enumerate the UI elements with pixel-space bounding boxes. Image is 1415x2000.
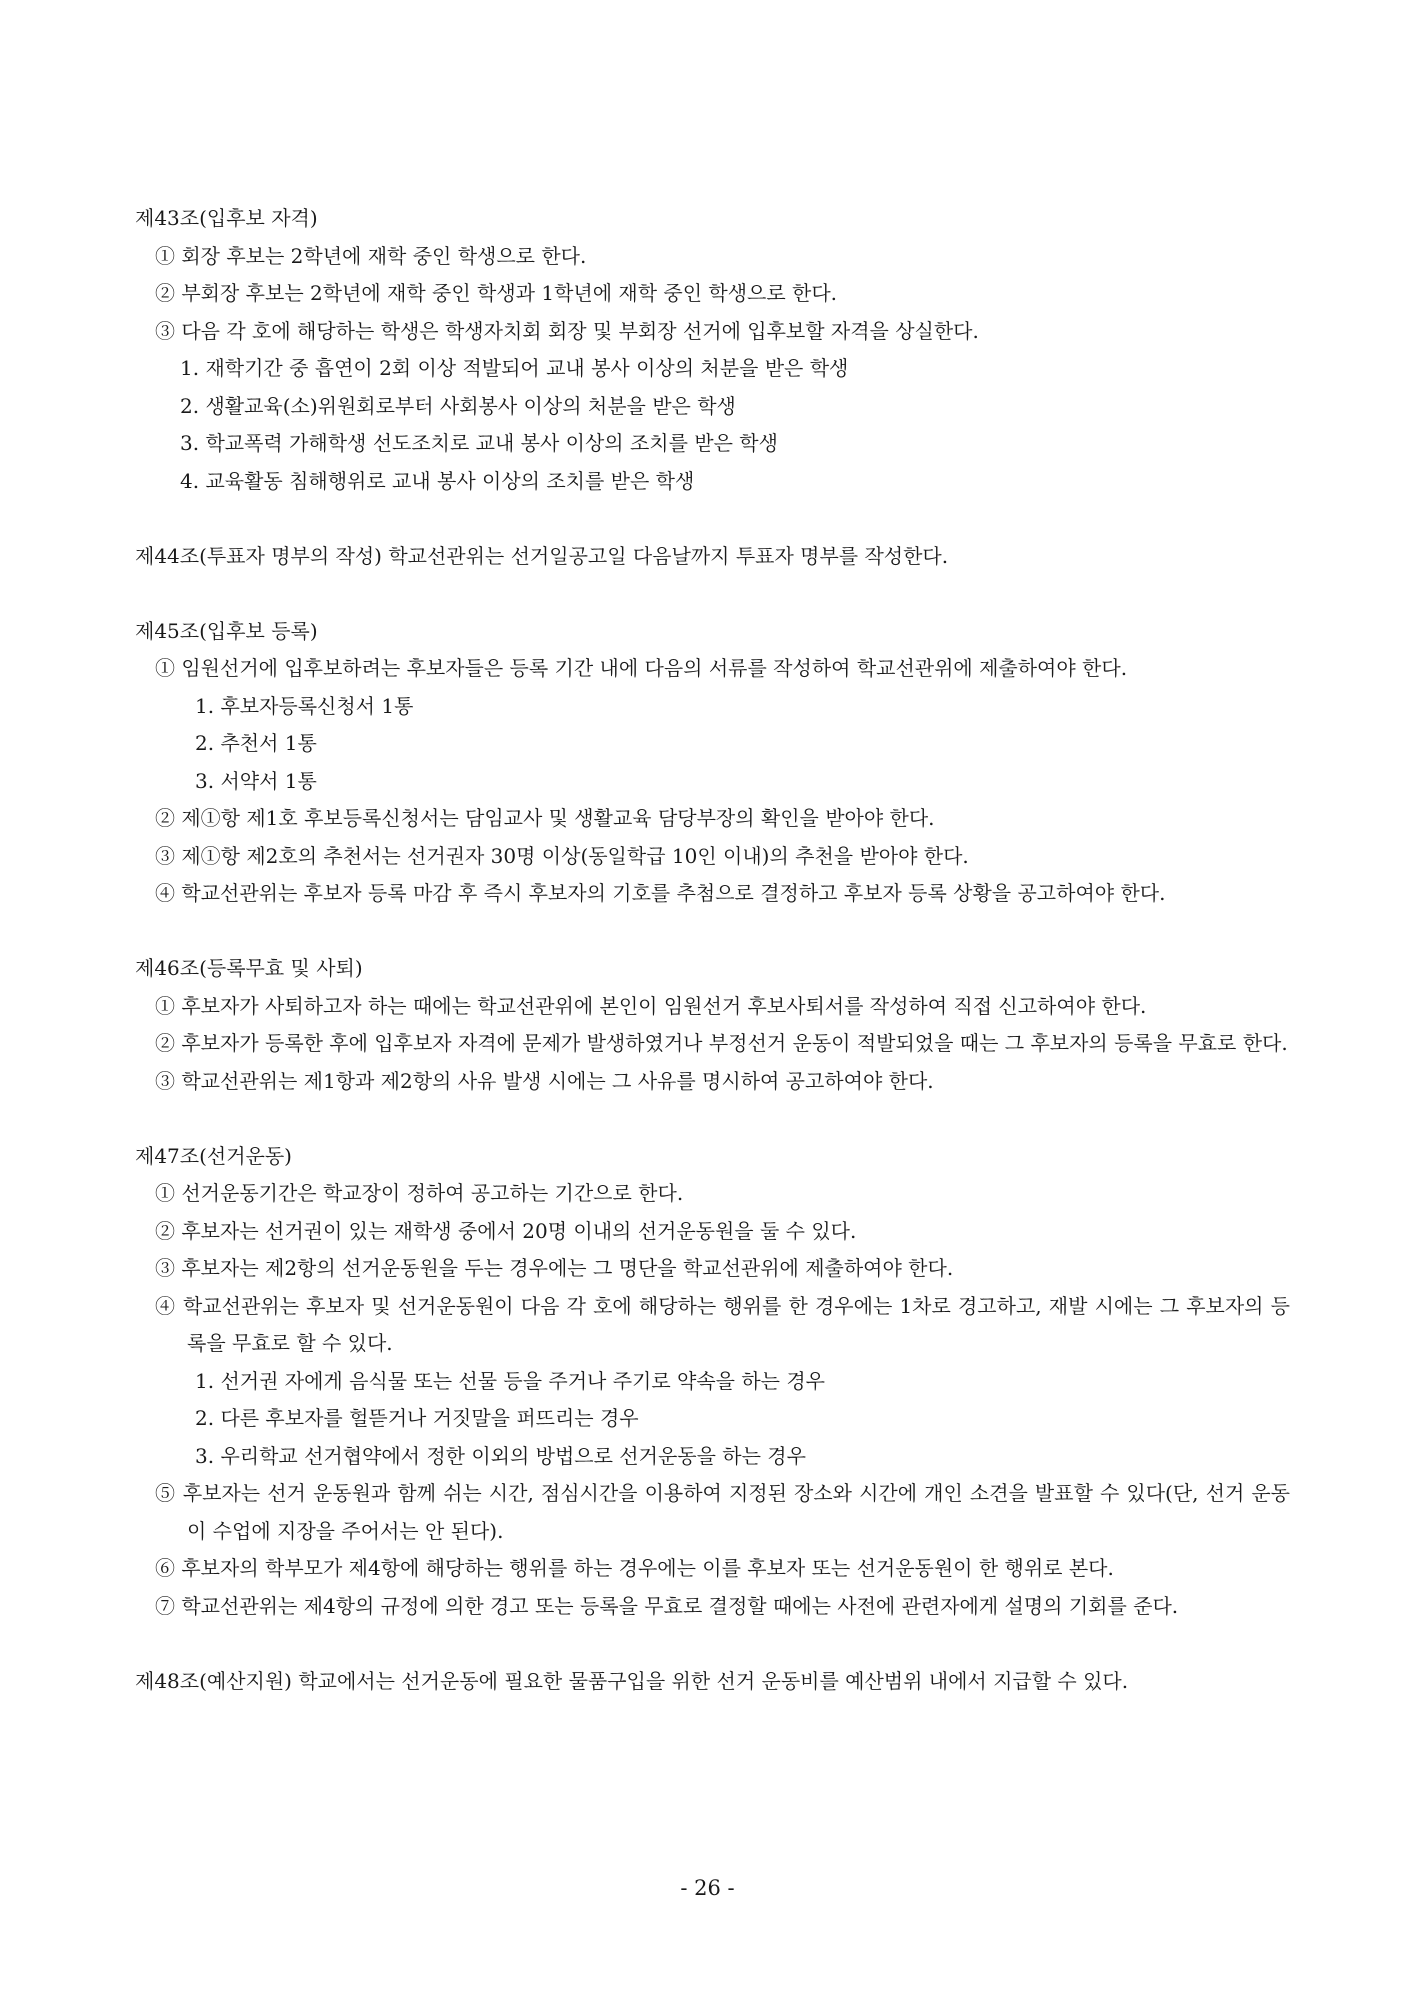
paragraph-list	[135, 800, 1290, 913]
list-item: 4. 교육활동 침해행위로 교내 봉사 이상의 조치를 받은 학생	[180, 468, 695, 493]
article-text: 제44조(투표자 명부의 작성) 학교선관위는 선거일공고일 다음날까지 투표자 명부를 작성한다.	[135, 543, 949, 568]
paragraph-list	[135, 988, 1290, 1101]
list-item: 3. 학교폭력 가해학생 선도조치로 교내 봉사 이상의 조치를 받은 학생	[180, 431, 778, 455]
article-heading: 제46조(등록무효 및 사퇴)	[135, 956, 363, 980]
article-text: 제48조(예산지원) 학교에서는 선거운동에 필요한 물품구입을 위한 선거 운동비를 예산범위 내에서 지급할 수 있다.	[135, 1668, 1129, 1693]
paragraph: ③ 후보자는 제2항의 선거운동원을 두는 경우에는 그 명단을 학교선관위에 제출하여야 한다.	[155, 1256, 954, 1280]
article-43	[135, 200, 1290, 500]
list-item: 3. 서약서 1통	[195, 768, 317, 793]
paragraph-list	[135, 1475, 1290, 1625]
article-heading: 제43조(입후보 자격)	[135, 206, 318, 230]
paragraph-list	[135, 650, 1290, 688]
article-heading: 제45조(입후보 등록)	[135, 618, 318, 643]
document-body	[135, 200, 1290, 1700]
article-47	[135, 1138, 1290, 1626]
paragraph: ① 후보자가 사퇴하고자 하는 때에는 학교선관위에 본인이 임원선거 후보사퇴서를 작성하여 직접 신고하여야 한다.	[155, 993, 1147, 1018]
paragraph: ④ 학교선관위는 후보자 등록 마감 후 즉시 후보자의 기호를 추첨으로 결정하고 후보자 등록 상황을 공고하여야 한다.	[155, 881, 1166, 905]
item-list	[135, 350, 1290, 500]
paragraph: ② 후보자가 등록한 후에 입후보자 자격에 문제가 발생하였거나 부정선거 운동이 적발되었을 때는 그 후보자의 등록을 무효로 한다.	[155, 1031, 1288, 1055]
item-list	[135, 1363, 1290, 1476]
paragraph: ⑦ 학교선관위는 제4항의 규정에 의한 경고 또는 등록을 무효로 결정할 때에는 사전에 관련자에게 설명의 기회를 준다.	[155, 1593, 1179, 1618]
list-item: 2. 다른 후보자를 헐뜯거나 거짓말을 퍼뜨리는 경우	[195, 1406, 639, 1430]
list-item: 2. 추천서 1통	[195, 731, 317, 755]
paragraph: ③ 제①항 제2호의 추천서는 선거권자 30명 이상(동일학급 10인 이내)의 추천을 받아야 한다.	[155, 843, 969, 868]
paragraph: ③ 학교선관위는 제1항과 제2항의 사유 발생 시에는 그 사유를 명시하여 공고하여야 한다.	[155, 1068, 934, 1093]
paragraph: ① 회장 후보는 2학년에 재학 중인 학생으로 한다.	[155, 243, 587, 268]
article-heading: 제47조(선거운동)	[135, 1143, 292, 1168]
paragraph-list	[135, 1175, 1290, 1363]
paragraph: ⑤ 후보자는 선거 운동원과 함께 쉬는 시간, 점심시간을 이용하여 지정된 장소와 시간에 개인 소견을 발표할 수 있다(단, 선거 운동이 수업에 지장을 주어서는 안 된다).	[155, 1481, 1290, 1543]
paragraph: ① 임원선거에 입후보하려는 후보자들은 등록 기간 내에 다음의 서류를 작성하여 학교선관위에 제출하여야 한다.	[155, 656, 1128, 680]
page-number: - 26 -	[680, 1876, 735, 1900]
paragraph: ① 선거운동기간은 학교장이 정하여 공고하는 기간으로 한다.	[155, 1181, 684, 1205]
list-item: 1. 선거권 자에게 음식물 또는 선물 등을 주거나 주기로 약속을 하는 경우	[195, 1368, 825, 1393]
article-46	[135, 950, 1290, 1100]
paragraph: ③ 다음 각 호에 해당하는 학생은 학생자치회 회장 및 부회장 선거에 입후보할 자격을 상실한다.	[155, 318, 979, 343]
paragraph: ⑥ 후보자의 학부모가 제4항에 해당하는 행위를 하는 경우에는 이를 후보자 또는 선거운동원이 한 행위로 본다.	[155, 1556, 1114, 1580]
item-list	[135, 688, 1290, 801]
article-45	[135, 613, 1290, 913]
list-item: 2. 생활교육(소)위원회로부터 사회봉사 이상의 처분을 받은 학생	[180, 393, 736, 418]
list-item: 3. 우리학교 선거협약에서 정한 이외의 방법으로 선거운동을 하는 경우	[195, 1443, 806, 1468]
article-44	[135, 538, 1290, 576]
list-item: 1. 재학기간 중 흡연이 2회 이상 적발되어 교내 봉사 이상의 처분을 받은 학생	[180, 356, 849, 380]
paragraph: ② 후보자는 선거권이 있는 재학생 중에서 20명 이내의 선거운동원을 둘 수 있다.	[155, 1218, 857, 1243]
paragraph: ② 부회장 후보는 2학년에 재학 중인 학생과 1학년에 재학 중인 학생으로 한다.	[155, 281, 838, 305]
list-item: 1. 후보자등록신청서 1통	[195, 693, 414, 718]
paragraph: ④ 학교선관위는 후보자 및 선거운동원이 다음 각 호에 해당하는 행위를 한 경우에는 1차로 경고하고, 재발 시에는 그 후보자의 등록을 무효로 할 수 있다.	[155, 1293, 1290, 1355]
article-48	[135, 1663, 1290, 1701]
paragraph: ② 제①항 제1호 후보등록신청서는 담임교사 및 생활교육 담당부장의 확인을 받아야 한다.	[155, 806, 935, 830]
paragraph-list	[135, 238, 1290, 351]
